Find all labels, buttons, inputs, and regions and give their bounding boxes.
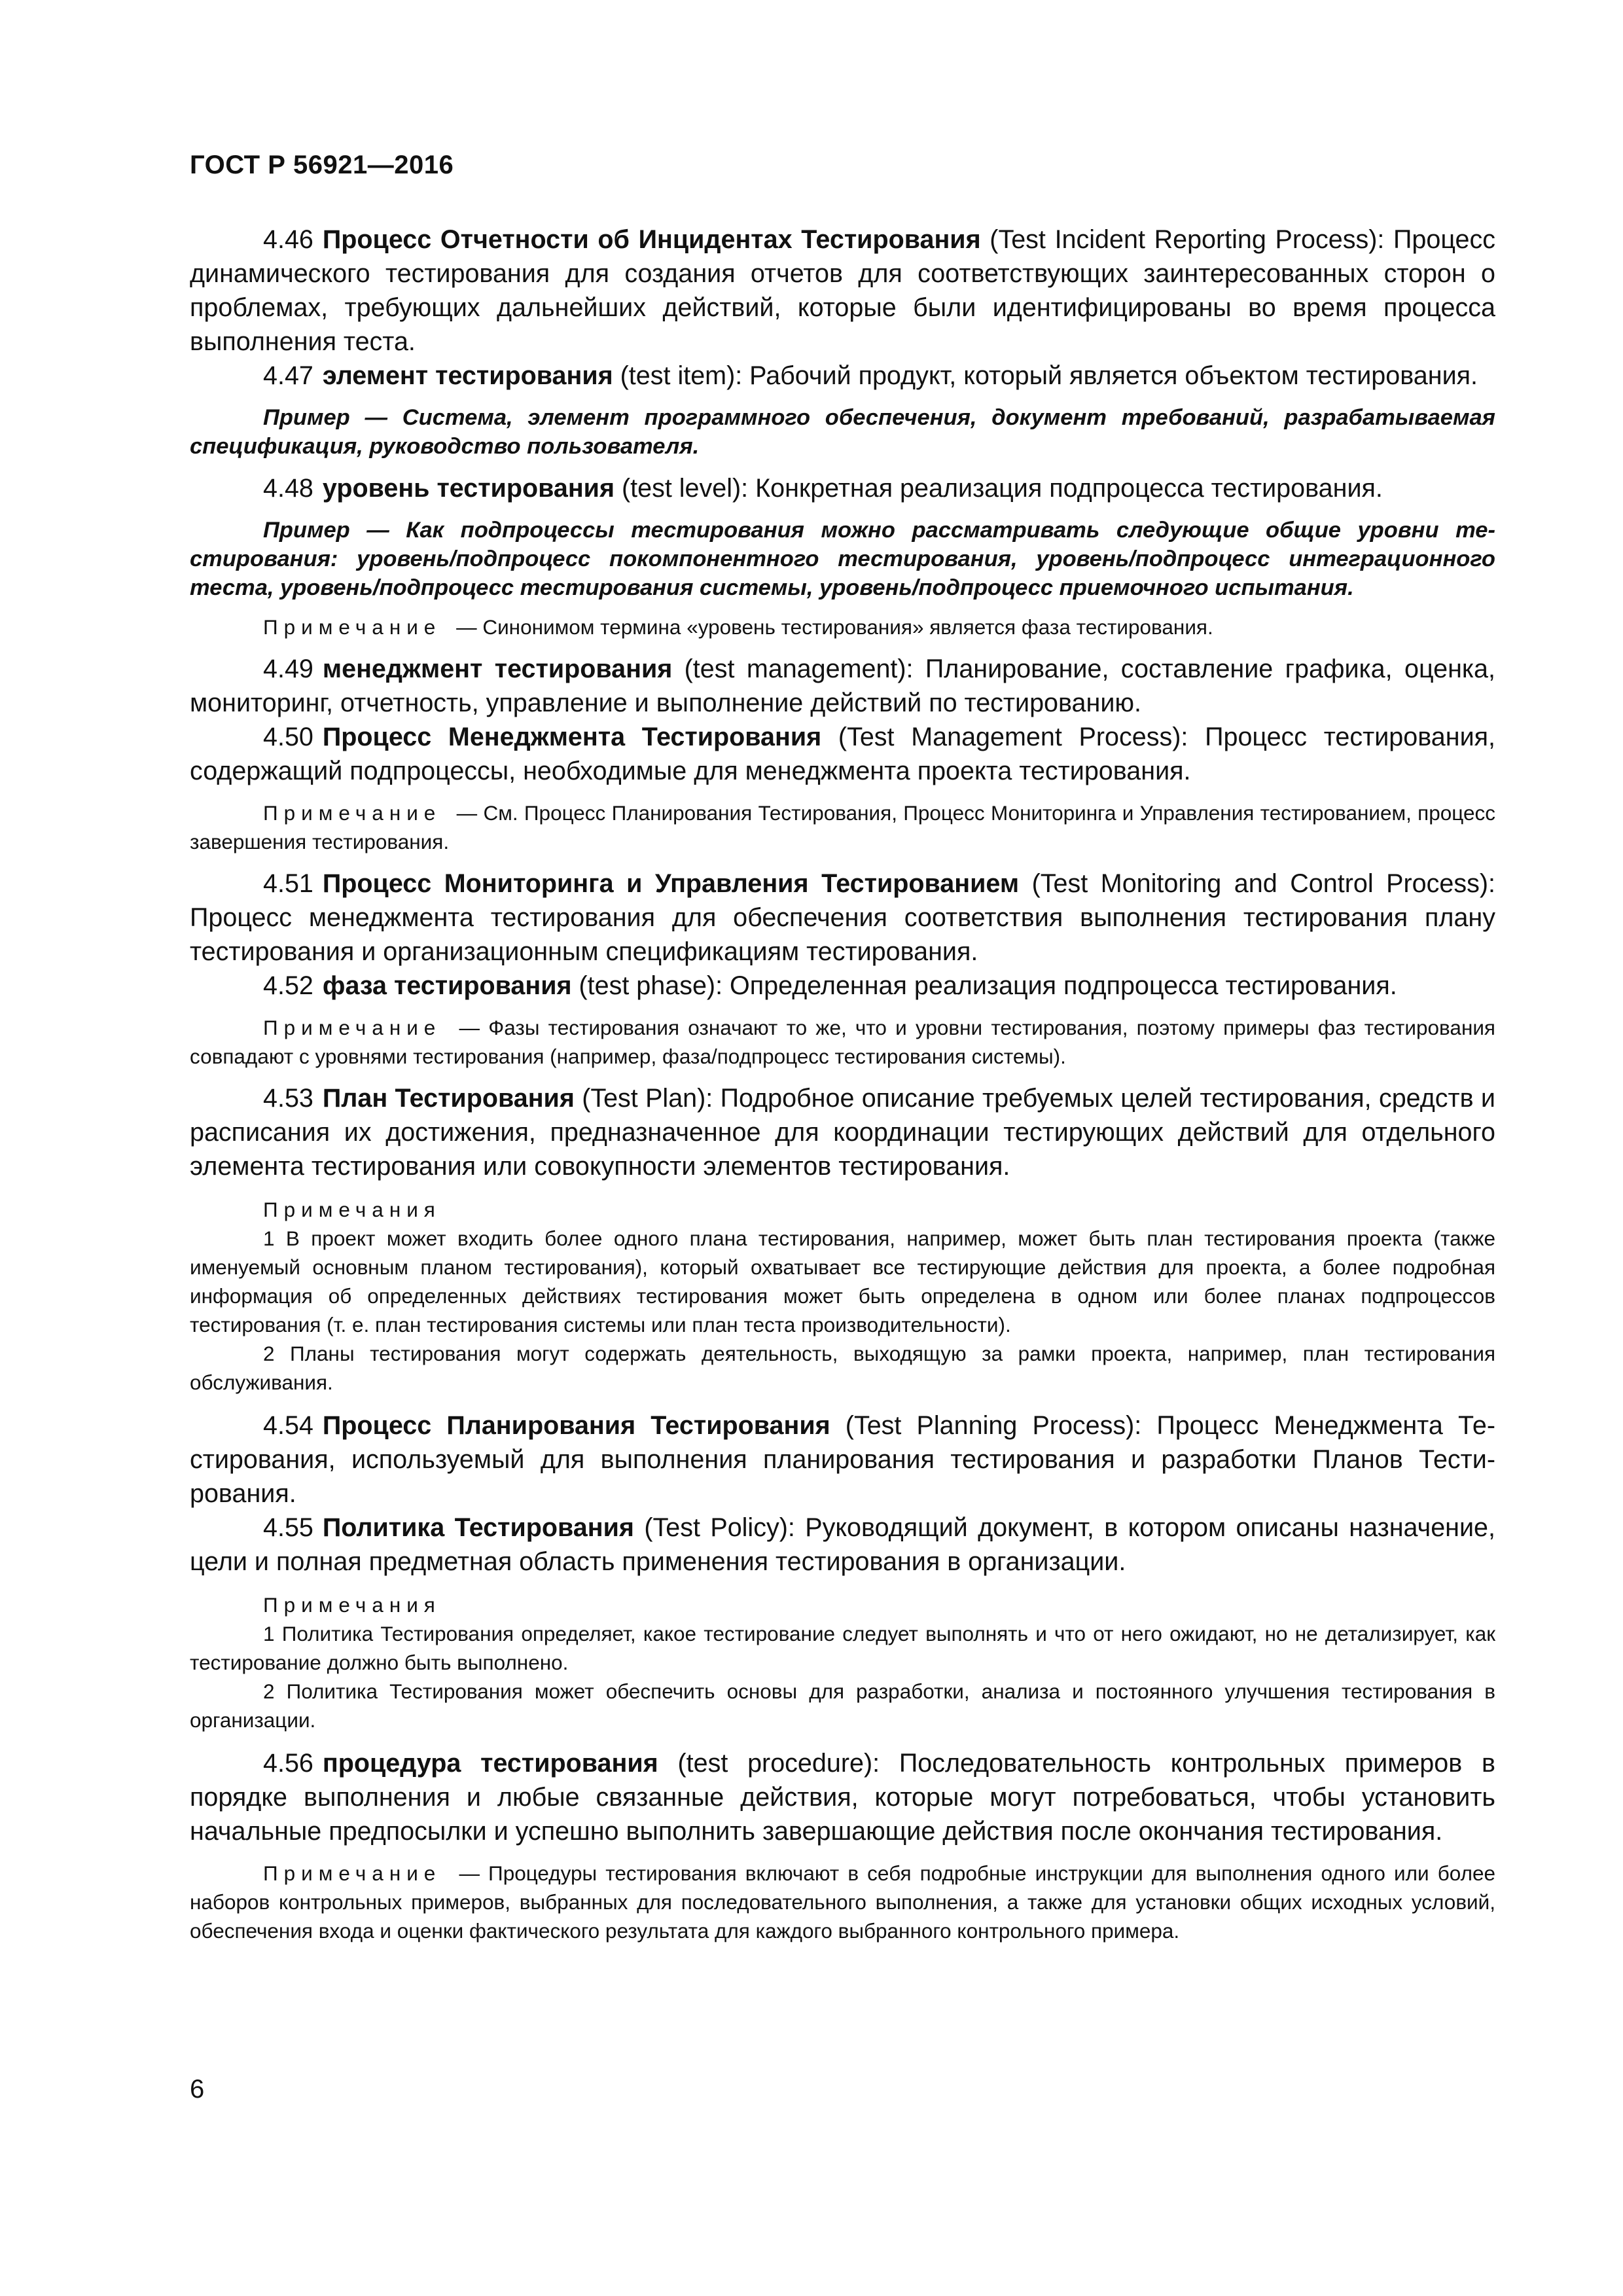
term-number: 4.52 (263, 971, 313, 1000)
term-name: менеджмент тестирования (322, 655, 673, 683)
term-4-50 (190, 720, 1495, 788)
page-number: 6 (190, 2075, 205, 2104)
note-text: — См. Процесс Планирования Тестирования, Процесс Мониторинга и Управления тестированием, процесс завершения тестирования. (190, 801, 1495, 853)
note-label: Примечание (263, 615, 442, 639)
term-4-46 (190, 223, 1495, 359)
term-definition: (test management): Планирование, составление графика, оценка, мониторинг, отчетность, управление и выполнение действий по тестированию. (190, 655, 1495, 717)
notes-heading: Примечания (263, 1198, 441, 1221)
term-definition: (test procedure): Последовательность контрольных примеров в порядке выполнения и любые связанные действия, которые могут потребоваться, чтобы установить начальные предпосылки и успешно выполнить завершающие действия после окончания тестирования. (190, 1749, 1495, 1846)
term-number: 4.55 (263, 1513, 313, 1542)
term-name: План Тестирования (322, 1084, 575, 1113)
term-number: 4.46 (263, 225, 313, 254)
term-4-53 (190, 1081, 1495, 1183)
term-name: фаза тестирования (322, 971, 572, 1000)
term-definition: (Test Monitoring and Control Process): Процесс менеджмента тестирования для обеспечения соответствия выполнения тестирования плану тестирования и организационным спецификациям тестирования. (190, 869, 1495, 966)
term-4-48 (190, 471, 1495, 505)
term-4-52 (190, 969, 1495, 1003)
term-name: Процесс Планирования Тестирования (322, 1411, 830, 1440)
term-definition: (test item): Рабочий продукт, который является объектом тестирования. (613, 361, 1478, 390)
note-4-56 (190, 1859, 1495, 1945)
note-text: — Синонимом термина «уровень тестирования» является фаза тестирования. (450, 615, 1213, 639)
term-number: 4.49 (263, 655, 313, 683)
note-item: 1 Политика Тестирования определяет, какое тестирование следует выполнять и что от него ожидают, но не детализирует, как тестирование должно быть выполнено. (190, 1622, 1495, 1674)
term-number: 4.50 (263, 723, 313, 751)
term-4-47 (190, 359, 1495, 393)
note-label: Примечание (263, 801, 442, 825)
term-name: Процесс Отчетности об Инцидентах Тестирования (322, 225, 981, 254)
term-number: 4.56 (263, 1749, 313, 1778)
note-item: 2 Планы тестирования могут содержать деятельность, выходящую за рамки проекта, например, план тестирования обслуживания. (190, 1342, 1495, 1394)
note-label: Примечание (263, 1861, 442, 1885)
term-4-55 (190, 1511, 1495, 1579)
term-definition: (test phase): Определенная реализация подпроцесса тестирования. (571, 971, 1397, 1000)
document-body (190, 223, 1495, 1956)
term-definition: (test level): Конкретная реализация подпроцесса тестирования. (615, 474, 1383, 503)
term-name: уровень тестирования (322, 474, 615, 503)
term-name: Процесс Менеджмента Тестирования (322, 723, 822, 751)
term-number: 4.54 (263, 1411, 313, 1440)
notes-heading: Примечания (263, 1593, 441, 1617)
note-4-52 (190, 1013, 1495, 1071)
note-text: — Процедуры тестирования включают в себя подробные инструкции для выполнения одного или более наборов контрольных примеров, выбранных для последовательного выполнения, а также для установки общих исходных условий, обеспечения входа и оценки фактического результата для каждого выбранного контрольного примера. (190, 1861, 1495, 1943)
term-definition: (Test Policy): Руководящий документ, в котором описаны назначение, цели и полная предметная область применения тестирования в организации. (190, 1513, 1495, 1576)
term-number: 4.51 (263, 869, 313, 898)
term-name: Политика Тестирования (322, 1513, 634, 1542)
note-item: 2 Политика Тестирования может обеспечить основы для разработки, анализа и постоянного улучшения тестирования в организации. (190, 1679, 1495, 1732)
notes-4-53 (190, 1195, 1495, 1397)
example-4-48: Пример — Как подпроцессы тестирования можно рассматривать следующие общие уровни тестирования: уровень/подпроцесс покомпонентного тестирования, уровень/подпроцесс интеграционного теста, уровень/подпроцесс тестирования системы, уровень/подпроцесс приемочного испытания. (190, 518, 1495, 600)
term-number: 4.47 (263, 361, 313, 390)
term-definition: (Test Planning Process): Процесс Менеджмента Тестирования, используемый для выполнения планирования тестирования и разработки Планов Тестирования. (190, 1411, 1495, 1508)
notes-4-55 (190, 1590, 1495, 1734)
note-text: — Фазы тестирования означают то же, что и уровни тестирования, поэтому примеры фаз тестирования совпадают с уровнями тестирования (например, фаза/подпроцесс тестирования системы). (190, 1016, 1495, 1068)
document-header: ГОСТ Р 56921—2016 (190, 151, 454, 179)
term-number: 4.48 (263, 474, 313, 503)
term-4-51 (190, 867, 1495, 969)
term-name: Процесс Мониторинга и Управления Тестированием (322, 869, 1020, 898)
note-4-48 (190, 613, 1495, 641)
note-item: 1 В проект может входить более одного плана тестирования, например, может быть план тестирования проекта (также именуемый основным планом тестирования), который охватывает все тестирующие действия для проекта, а более подробная информация об определенных действиях тестирования может быть определена в одном или более планах подпроцессов тестирования (т. е. план тестирования системы или план теста производительности). (190, 1227, 1495, 1336)
term-number: 4.53 (263, 1084, 313, 1113)
term-definition: (Test Plan): Подробное описание требуемых целей тестирования, средств и расписания их достижения, предназначенное для координации тестирующих действий для отдельного элемента тестирования или совокупности элементов тестирования. (190, 1084, 1495, 1181)
term-name: элемент тестирования (322, 361, 613, 390)
term-name: процедура тестирования (322, 1749, 658, 1778)
term-definition: (Test Management Process): Процесс тестирования, содержащий подпроцессы, необходимые для менеджмента проекта тестирования. (190, 723, 1495, 785)
term-definition: (Test Incident Reporting Process): Процесс динамического тестирования для создания отчетов для соответствующих заинтересованных сторон о проблемах, требующих дальнейших действий, которые были идентифицированы во время процесса выполнения теста. (190, 225, 1495, 356)
term-4-56 (190, 1746, 1495, 1848)
note-4-50 (190, 798, 1495, 856)
term-4-49 (190, 652, 1495, 720)
note-label: Примечание (263, 1016, 442, 1039)
example-4-47: Пример — Система, элемент программного обеспечения, документ требований, разрабатываемая спецификация, руководство пользователя. (190, 405, 1495, 459)
term-4-54 (190, 1408, 1495, 1511)
